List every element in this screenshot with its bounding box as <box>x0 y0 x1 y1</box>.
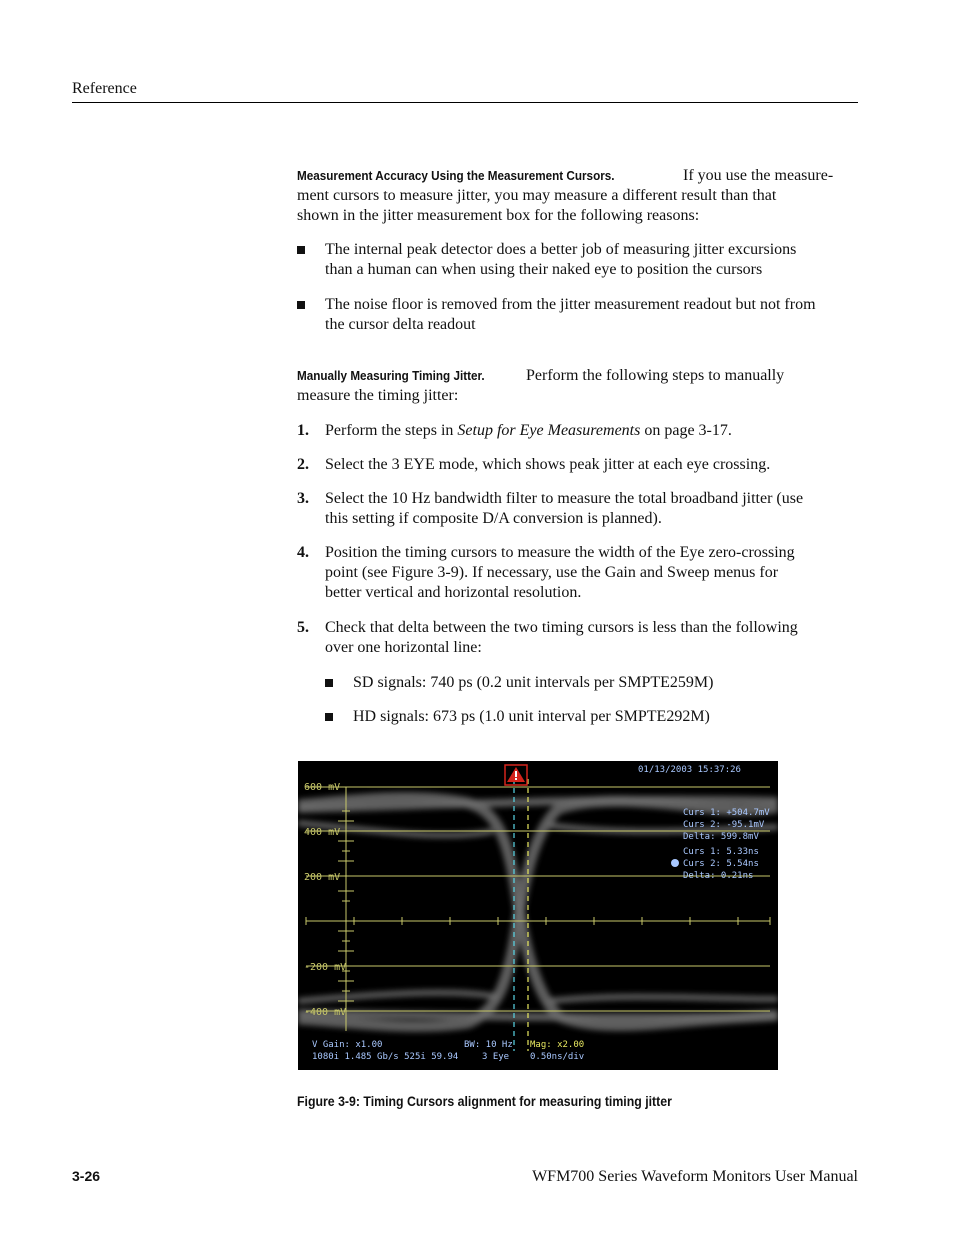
step-3: 3. Select the 10 Hz bandwidth filter to measure the total broadband jitter (use this setting if composite D/A conversion is planned). <box>297 490 804 527</box>
knob-icon <box>671 859 679 867</box>
running-header: Reference <box>72 80 137 97</box>
vgain-readout: V Gain: x1.00 <box>312 1040 383 1050</box>
page-number: 3-26 <box>72 1168 101 1184</box>
section-accuracy-line2: ment cursors to measure jitter, you may measure a different result than that <box>297 187 777 204</box>
manual-title: WFM700 Series Waveform Monitors User Manual <box>532 1168 858 1185</box>
step-1: 1. Perform the steps in Setup for Eye Measurements on page 3-17. <box>297 422 732 439</box>
readout-delta-t: Delta: 0.21ns <box>683 871 754 881</box>
readout-curs1-t: Curs 1: 5.33ns <box>683 847 759 857</box>
header-rule <box>72 102 858 103</box>
section-manual-heading: Manually Measuring Timing Jitter. <box>297 368 485 383</box>
mag-readout: Mag: x2.00 <box>530 1040 585 1050</box>
section-accuracy-heading: Measurement Accuracy Using the Measurement Cursors. <box>297 168 615 183</box>
section-accuracy-line3: shown in the jitter measurement box for the following reasons: <box>297 207 700 224</box>
section-accuracy <box>297 166 857 226</box>
list-item: SD signals: 740 ps (0.2 unit intervals per SMPTE259M) <box>325 673 857 693</box>
format-readout: 1080i 1.485 Gb/s 525i 59.94 <box>312 1052 459 1062</box>
list-item: The noise floor is removed from the jitter measurement readout but not from the cursor delta readout <box>297 295 857 335</box>
section-manual-line2: measure the timing jitter: <box>297 387 459 404</box>
readout-curs1-v: Curs 1: +504.7mV <box>683 808 770 818</box>
datetime: 01/13/2003 15:37:26 <box>638 765 741 775</box>
section-accuracy-para1: Measurement Accuracy Using the Measurement Cursors. If you use the measure- <box>297 167 834 184</box>
bullet-square <box>297 246 305 254</box>
readout-curs2-t: Curs 2: 5.54ns <box>683 859 759 869</box>
level-minus200mv: -200 mV <box>304 962 347 973</box>
level-minus400mv: -400 mV <box>304 1007 347 1018</box>
readout-delta-v: Delta: 599.8mV <box>683 832 759 842</box>
step-2: 2. Select the 3 EYE mode, which shows peak jitter at each eye crossing. <box>297 456 771 473</box>
figure-caption: Figure 3-9: Timing Cursors alignment for measuring timing jitter <box>297 1093 672 1109</box>
level-600mv: 600 mV <box>304 782 341 793</box>
level-200mv: 200 mV <box>304 872 341 883</box>
section-manual-para1: Manually Measuring Timing Jitter. Perform the following steps to manually <box>297 367 785 384</box>
section-manual-jitter <box>297 366 857 406</box>
level-400mv: 400 mV <box>304 827 341 838</box>
eye-display <box>298 761 778 1070</box>
step-4: 4. Position the timing cursors to measure the width of the Eye zero-crossing point (see Figure 3-9). If necessary, use the Gain and Sweep menus for better vertical and horizontal resolution. <box>297 544 795 601</box>
bullet-square <box>325 713 333 721</box>
mode-readout: 3 Eye <box>482 1052 510 1062</box>
list-item: HD signals: 673 ps (1.0 unit interval per SMPTE292M) <box>325 707 857 727</box>
list-item: The internal peak detector does a better job of measuring jitter excursions than a human can when using their naked eye to position the cursors <box>297 240 857 280</box>
bullet-square <box>325 679 333 687</box>
readout-curs2-v: Curs 2: -95.1mV <box>683 820 765 830</box>
alarm-icon <box>505 765 527 785</box>
waveform-screen <box>298 761 778 1070</box>
sweep-readout: 0.50ns/div <box>530 1052 585 1062</box>
bandwidth-readout: BW: 10 Hz <box>464 1040 513 1050</box>
step-5: 5. Check that delta between the two timing cursors is less than the following over one horizontal line: <box>297 619 798 656</box>
bullet-square <box>297 301 305 309</box>
